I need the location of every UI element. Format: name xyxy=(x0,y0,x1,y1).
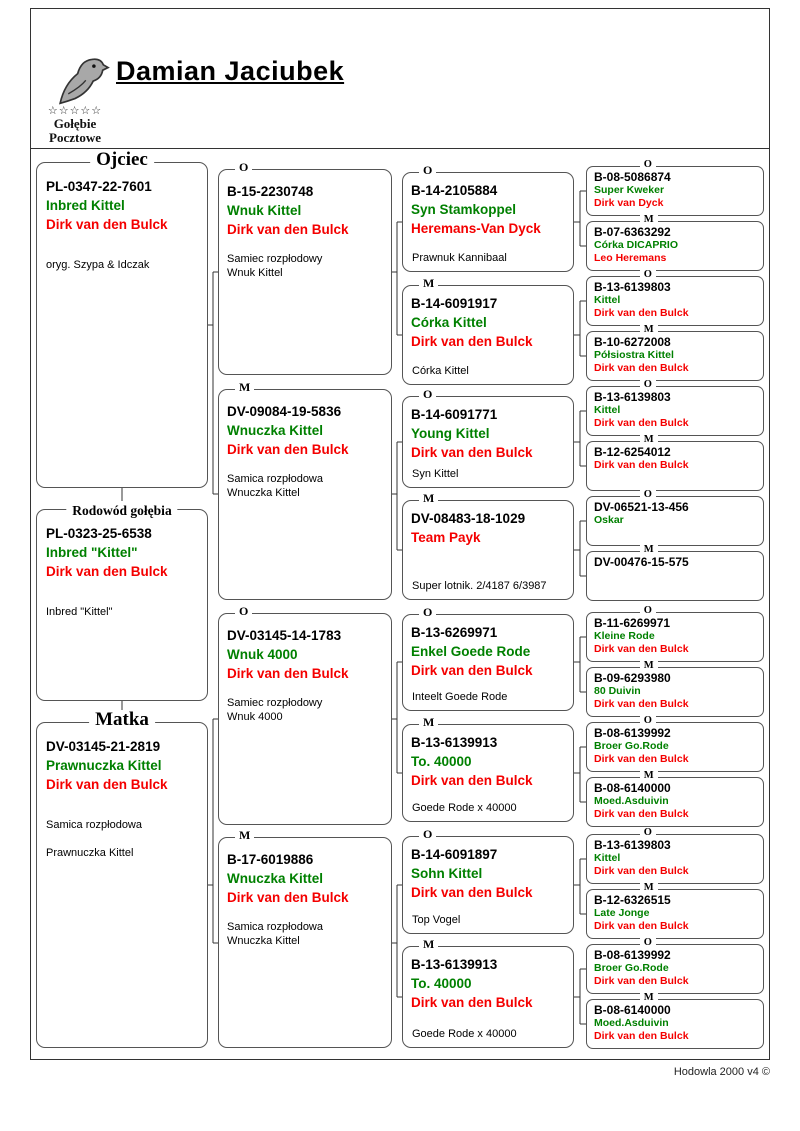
strain-name: Dirk van den Bulck xyxy=(411,445,533,460)
pigeon-name: Oskar xyxy=(594,514,624,526)
sex-label: M xyxy=(640,214,658,225)
sex-label: O xyxy=(419,828,436,841)
ring-number: DV-03145-14-1783 xyxy=(227,628,342,643)
ring-number: DV-03145-21-2819 xyxy=(46,739,161,754)
note-line: Samica rozpłodowa xyxy=(46,819,142,831)
gg-grandparent-box xyxy=(586,324,764,381)
sex-label: O xyxy=(235,605,252,618)
note-line: Goede Rode x 40000 xyxy=(412,802,517,814)
pigeon-name: Prawnuczka Kittel xyxy=(46,758,162,773)
pigeon-name: Syn Stamkoppel xyxy=(411,202,517,217)
gg-grandparent-box xyxy=(586,605,764,662)
strain-name: Dirk van den Bulck xyxy=(227,890,349,905)
strain-name: Team Payk xyxy=(411,530,481,545)
ring-number: B-11-6269971 xyxy=(594,616,671,630)
mother-box xyxy=(36,709,208,1048)
strain-name: Heremans-Van Dyck xyxy=(411,221,541,236)
software-credit: Hodowla 2000 v4 © xyxy=(673,1066,770,1078)
subject-box-title: Rodowód gołębia xyxy=(66,501,177,520)
sex-label: M xyxy=(419,938,438,951)
ring-number: DV-08483-18-1029 xyxy=(411,511,526,526)
pigeon-name: Inbred "Kittel" xyxy=(46,545,138,560)
strain-name: Dirk van den Bulck xyxy=(594,643,689,655)
note-line: Syn Kittel xyxy=(412,468,459,480)
great-grandparent-box xyxy=(402,937,574,1048)
gg-grandparent-box xyxy=(586,434,764,491)
ring-number: DV-06521-13-456 xyxy=(594,500,689,514)
ring-number: B-12-6254012 xyxy=(594,445,671,459)
note-line: Prawnuczka Kittel xyxy=(46,847,134,859)
pigeon-name: Moed.Asduivin xyxy=(594,795,669,807)
pigeon-name: Wnuczka Kittel xyxy=(227,423,324,438)
ring-number: B-08-6140000 xyxy=(594,781,671,795)
strain-name: Dirk van den Bulck xyxy=(594,459,689,471)
sex-label: M xyxy=(419,492,438,505)
ring-number: B-12-6326515 xyxy=(594,893,671,907)
gg-grandparent-box xyxy=(586,715,764,772)
ring-number: B-17-6019886 xyxy=(227,852,314,867)
pigeon-name: Super Kweker xyxy=(594,184,665,196)
sex-label: O xyxy=(419,164,436,177)
note-line: Inteelt Goede Rode xyxy=(412,691,508,703)
ring-number: DV-09084-19-5836 xyxy=(227,404,342,419)
sex-label: O xyxy=(640,489,656,500)
strain-name: Dirk van den Bulck xyxy=(594,920,689,932)
pigeon-name: Córka DICAPRIO xyxy=(594,239,679,251)
note-line: Wnuczka Kittel xyxy=(227,935,300,947)
strain-name: Dirk van den Bulck xyxy=(227,222,349,237)
strain-name: Dirk van den Bulck xyxy=(594,417,689,429)
sex-label: M xyxy=(640,992,658,1003)
great-grandparent-box xyxy=(402,491,574,600)
great-grandparent-box xyxy=(402,605,574,711)
pigeon-name: 80 Duivin xyxy=(594,685,641,697)
strain-name: Dirk van den Bulck xyxy=(411,334,533,349)
great-grandparent-box xyxy=(402,387,574,488)
gg-grandparent-box xyxy=(586,214,764,271)
strain-name: Dirk van den Bulck xyxy=(411,995,533,1010)
ring-number: PL-0323-25-6538 xyxy=(46,526,152,541)
sex-label: O xyxy=(419,388,436,401)
ring-number: PL-0347-22-7601 xyxy=(46,179,152,194)
sex-label: O xyxy=(640,159,656,170)
sex-label: O xyxy=(640,937,656,948)
great-grandparent-box xyxy=(402,276,574,385)
pigeon-name: Broer Go.Rode xyxy=(594,962,669,974)
pigeon-name: Kleine Rode xyxy=(594,630,655,642)
gg-grandparent-box xyxy=(586,660,764,717)
note-line: Samica rozpłodowa xyxy=(227,921,323,933)
strain-name: Dirk van den Bulck xyxy=(594,753,689,765)
gg-grandparent-box xyxy=(586,489,764,546)
sex-label: M xyxy=(640,434,658,445)
note-line: Córka Kittel xyxy=(412,365,469,377)
sex-label: O xyxy=(235,161,252,174)
pigeon-name: Kittel xyxy=(594,404,621,416)
sex-label: M xyxy=(640,660,658,671)
pigeon-name: Półsiostra Kittel xyxy=(594,349,674,361)
note-line: Wnuczka Kittel xyxy=(227,487,300,499)
grandparent-box xyxy=(218,160,392,375)
pigeon-name: Young Kittel xyxy=(411,426,490,441)
gg-grandparent-box xyxy=(586,882,764,939)
note-line: Super lotnik. 2/4187 6/3987 xyxy=(412,580,547,592)
strain-name: Dirk van den Bulck xyxy=(411,773,533,788)
ring-number: B-09-6293980 xyxy=(594,671,671,685)
sex-label: O xyxy=(640,605,656,616)
gg-grandparent-box xyxy=(586,269,764,326)
ring-number: B-14-6091897 xyxy=(411,847,498,862)
ring-number: B-15-2230748 xyxy=(227,184,314,199)
ring-number: B-13-6139913 xyxy=(411,957,498,972)
ring-number: B-13-6269971 xyxy=(411,625,498,640)
gg-grandparent-box xyxy=(586,827,764,884)
ring-number: B-08-6140000 xyxy=(594,1003,671,1017)
ring-number: B-13-6139803 xyxy=(594,280,671,294)
strain-name: Dirk van den Bulck xyxy=(594,975,689,987)
strain-name: Dirk van den Bulck xyxy=(227,442,349,457)
ring-number: B-14-6091917 xyxy=(411,296,498,311)
pigeon-name: Wnuk Kittel xyxy=(227,203,302,218)
pigeon-name: Late Jonge xyxy=(594,907,650,919)
sex-label: O xyxy=(419,606,436,619)
strain-name: Dirk van den Bulck xyxy=(594,307,689,319)
ring-number: B-08-6139992 xyxy=(594,948,671,962)
strain-name: Leo Heremans xyxy=(594,252,667,264)
sex-label: O xyxy=(640,269,656,280)
note-line: Wnuk 4000 xyxy=(227,711,283,723)
pigeon-name: Córka Kittel xyxy=(411,315,487,330)
note-line: Samiec rozpłodowy xyxy=(227,253,323,265)
ring-number: B-10-6272008 xyxy=(594,335,671,349)
sex-label: M xyxy=(419,277,438,290)
pigeon-name: Kittel xyxy=(594,294,621,306)
sex-label: M xyxy=(235,829,254,842)
note-line: Inbred "Kittel" xyxy=(46,606,113,618)
strain-name: Dirk van den Bulck xyxy=(46,777,168,792)
pigeon-name: To. 40000 xyxy=(411,976,472,991)
sex-label: M xyxy=(419,716,438,729)
grandparent-box xyxy=(218,604,392,825)
note-line: Prawnuk Kannibaal xyxy=(412,252,507,264)
gg-grandparent-box xyxy=(586,159,764,216)
logo-stars: ☆☆☆☆☆ xyxy=(47,105,103,117)
note-line: oryg. Szypa & Idczak xyxy=(46,259,150,271)
strain-name: Dirk van den Bulck xyxy=(594,1030,689,1042)
strain-name: Dirk van den Bulck xyxy=(227,666,349,681)
father-box-title: Ojciec xyxy=(90,150,154,169)
mother-box-title: Matka xyxy=(89,710,155,729)
strain-name: Dirk van den Bulck xyxy=(594,698,689,710)
note-line: Wnuk Kittel xyxy=(227,267,283,279)
pigeon-name: Broer Go.Rode xyxy=(594,740,669,752)
strain-name: Dirk van den Bulck xyxy=(594,362,689,374)
great-grandparent-box xyxy=(402,163,574,272)
great-grandparent-box xyxy=(402,827,574,934)
ring-number: B-14-6091771 xyxy=(411,407,498,422)
strain-name: Dirk van den Bulck xyxy=(594,808,689,820)
strain-name: Dirk van den Bulck xyxy=(411,885,533,900)
pigeon-name: Inbred Kittel xyxy=(46,198,125,213)
ring-number: B-08-6139992 xyxy=(594,726,671,740)
note-line: Samica rozpłodowa xyxy=(227,473,323,485)
strain-name: Dirk van den Bulck xyxy=(411,663,533,678)
grandparent-box xyxy=(218,828,392,1048)
ring-number: DV-00476-15-575 xyxy=(594,555,689,569)
subject-box xyxy=(36,503,208,701)
ring-number: B-07-6363292 xyxy=(594,225,671,239)
logo-text-line2: Pocztowe xyxy=(49,130,101,145)
pigeon-name: To. 40000 xyxy=(411,754,472,769)
strain-name: Dirk van den Bulck xyxy=(46,564,168,579)
note-line: Samiec rozpłodowy xyxy=(227,697,323,709)
sex-label: M xyxy=(640,770,658,781)
sex-label: O xyxy=(640,379,656,390)
strain-name: Dirk van Dyck xyxy=(594,197,664,209)
ring-number: B-13-6139803 xyxy=(594,838,671,852)
strain-name: Dirk van den Bulck xyxy=(594,865,689,877)
pigeon-name: Wnuczka Kittel xyxy=(227,871,324,886)
note-line: Goede Rode x 40000 xyxy=(412,1028,517,1040)
strain-name: Dirk van den Bulck xyxy=(46,217,168,232)
pigeon-name: Kittel xyxy=(594,852,621,864)
gg-grandparent-box xyxy=(586,379,764,436)
sex-label: M xyxy=(640,544,658,555)
sex-label: O xyxy=(640,827,656,838)
sex-label: M xyxy=(640,882,658,893)
pigeon-name: Enkel Goede Rode xyxy=(411,644,531,659)
pigeon-name: Sohn Kittel xyxy=(411,866,483,881)
gg-grandparent-box xyxy=(586,937,764,994)
sex-label: M xyxy=(640,324,658,335)
grandparent-box xyxy=(218,380,392,600)
sex-label: M xyxy=(235,381,254,394)
gg-grandparent-box xyxy=(586,992,764,1049)
great-grandparent-box xyxy=(402,715,574,822)
sex-label: O xyxy=(640,715,656,726)
breeder-name-title: Damian Jaciubek xyxy=(116,56,345,86)
ring-number: B-14-2105884 xyxy=(411,183,498,198)
logo-text-line1: Gołębie xyxy=(53,116,97,131)
note-line: Top Vogel xyxy=(412,914,461,926)
gg-grandparent-box xyxy=(586,770,764,827)
ring-number: B-08-5086874 xyxy=(594,170,671,184)
ring-number: B-13-6139803 xyxy=(594,390,671,404)
pigeon-name: Wnuk 4000 xyxy=(227,647,298,662)
gg-grandparent-box xyxy=(586,544,764,601)
father-box xyxy=(36,149,208,488)
ring-number: B-13-6139913 xyxy=(411,735,498,750)
pigeon-name: Moed.Asduivin xyxy=(594,1017,669,1029)
